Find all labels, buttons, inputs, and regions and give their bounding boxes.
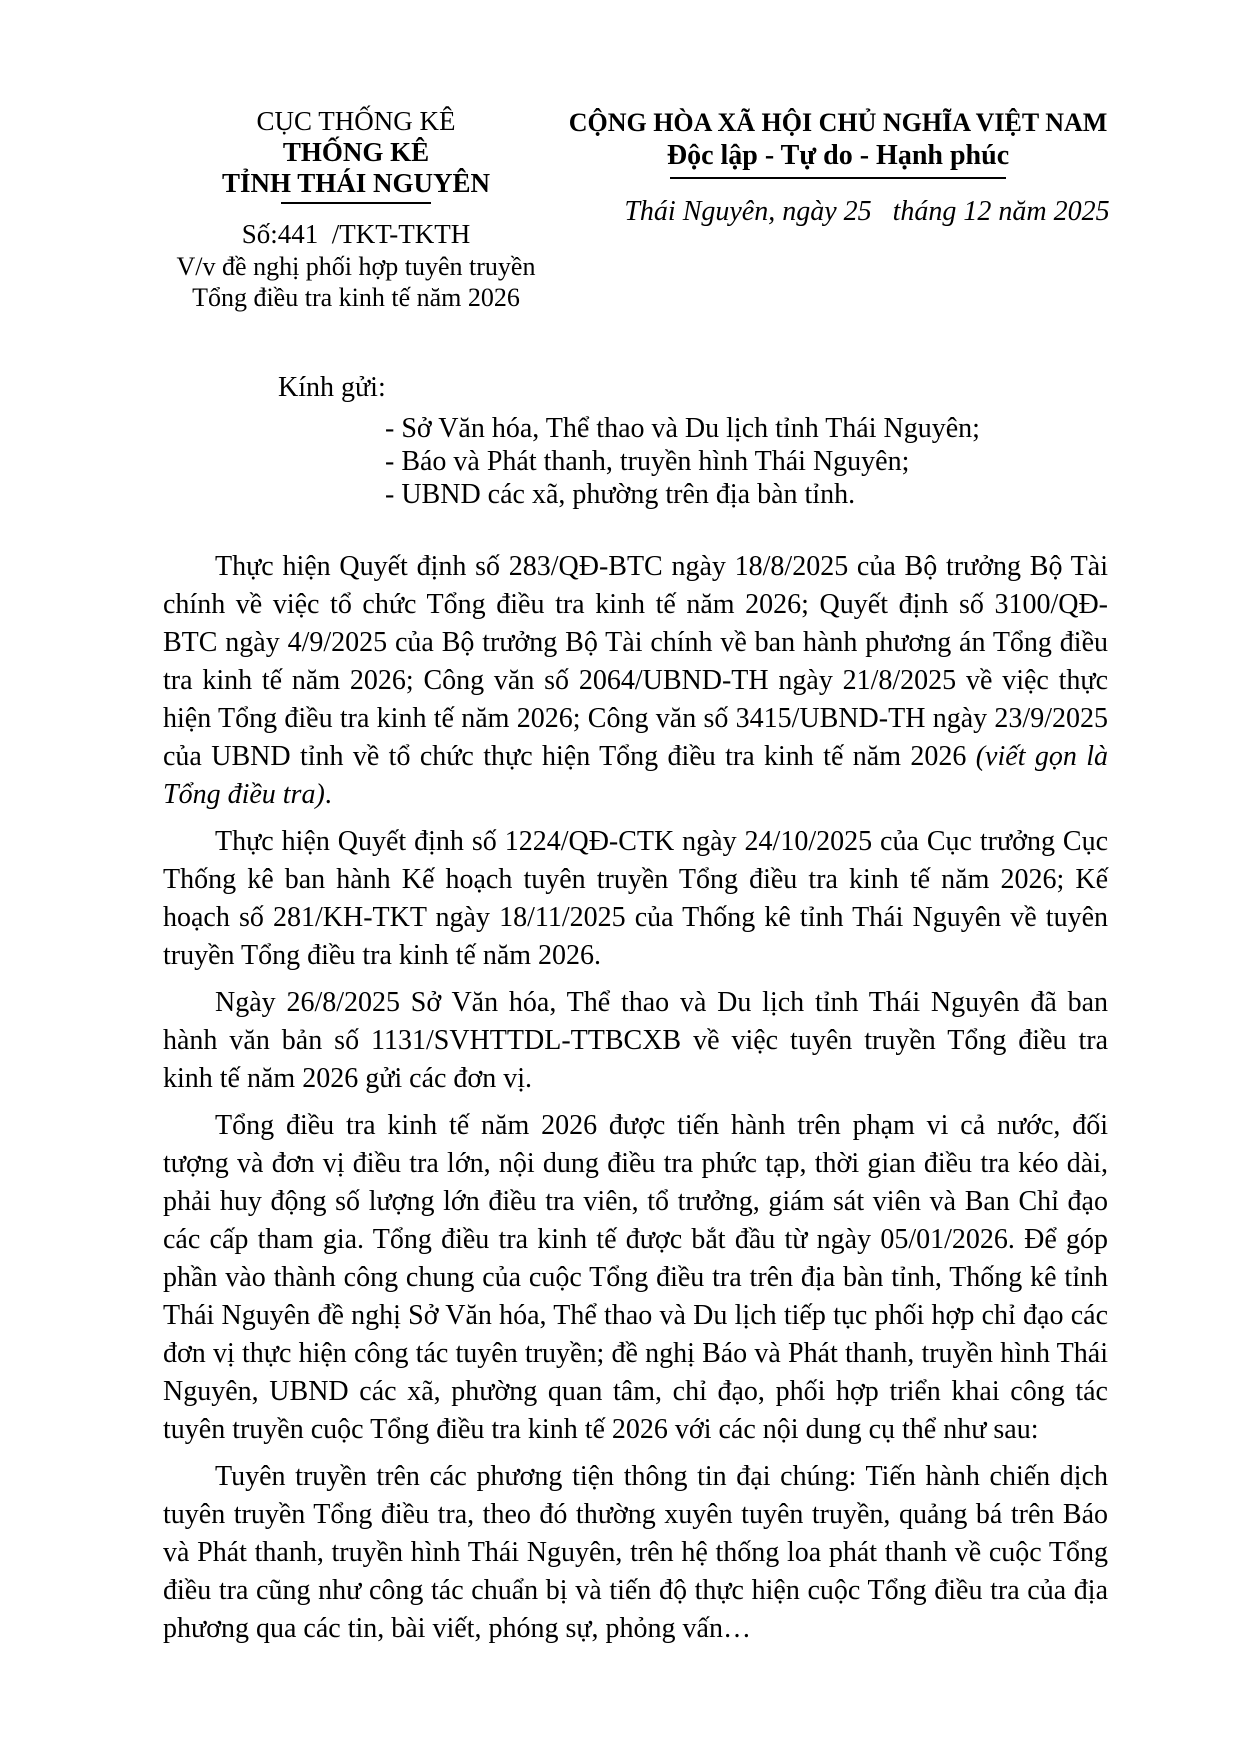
recipient-line: - UBND các xã, phường trên địa bàn tỉnh. [385,479,856,510]
paragraph-text: Thực hiện Quyết định số 283/QĐ-BTC ngày 18/8/2025 của Bộ trưởng Bộ Tài chính về việc tổ chức Tổng điều tra kinh tế năm 2026; Quyết định số 3100/QĐ-BTC ngày 4/9/2025 của Bộ trưởng Bộ Tài chính về ban hành phương án Tổng điều tra kinh tế năm 2026; Công văn số 2064/UBND-TH ngày 21/8/2025 về việc thực hiện Tổng điều tra kinh tế năm 2026; Công văn số 3415/UBND-TH ngày 23/9/2025 của UBND tỉnh về tổ chức thực hiện Tổng điều tra kinh tế năm 2026 [163,551,1108,772]
parent-agency-name: CỤC THỐNG KÊ [256,106,456,136]
agency-name-line2: TỈNH THÁI NGUYÊN [221,168,491,198]
document-body [163,369,1108,1648]
paragraph-tail: . [324,779,332,810]
national-motto: Độc lập - Tự do - Hạnh phúc [666,140,1010,171]
recipient-line: - Sở Văn hóa, Thể thao và Du lịch tỉnh Thái Nguyên; [385,413,980,444]
place-dateline: Thái Nguyên, ngày 25 tháng 12 năm 2025 [624,196,1110,227]
issuing-agency-block [160,106,552,313]
salutation-label: Kính gửi: [278,372,386,403]
document-subject-line2: Tổng điều tra kinh tế năm 2026 [192,283,520,312]
paragraph [163,984,1108,1098]
paragraph-text: Thực hiện Quyết định số 1224/QĐ-CTK ngày 24/10/2025 của Cục trưởng Cục Thống kê ban hành Kế hoạch tuyên truyền Tổng điều tra kinh tế năm 2026; Kế hoạch số 281/KH-TKT ngày 18/11/2025 của Thống kê tỉnh Thái Nguyên về tuyên truyền Tổng điều tra kinh tế năm 2026. [163,826,1108,971]
document-subject-line1: V/v đề nghị phối hợp tuyên truyền [176,252,536,281]
motto-underline [670,177,1006,179]
agency-underline [281,202,431,204]
paragraph-text: Tổng điều tra kinh tế năm 2026 được tiến hành trên phạm vi cả nước, đối tượng và đơn vị điều tra lớn, nội dung điều tra phức tạp, thời gian điều tra kéo dài, phải huy động số lượng lớn điều tra viên, tổ trưởng, giám sát viên và Ban Chỉ đạo các cấp tham gia. Tổng điều tra kinh tế được bắt đầu từ ngày 05/01/2026. Để góp phần vào thành công chung của cuộc Tổng điều tra trên địa bàn tỉnh, Thống kê tỉnh Thái Nguyên đề nghị Sở Văn hóa, Thể thao và Du lịch tiếp tục phối hợp chỉ đạo các đơn vị thực hiện công tác tuyên truyền; đề nghị Báo và Phát thanh, truyền hình Thái Nguyên, UBND các xã, phường quan tâm, chỉ đạo, phối hợp triển khai công tác tuyên truyền cuộc Tổng điều tra kinh tế 2026 với các nội dung cụ thể như sau: [163,1110,1108,1445]
salutation-block [163,369,1108,511]
paragraph-text: Ngày 26/8/2025 Sở Văn hóa, Thể thao và Du lịch tỉnh Thái Nguyên đã ban hành văn bản số 1131/SVHTTDL-TTBCXB về việc tuyên truyền Tổng điều tra kinh tế năm 2026 gửi các đơn vị. [163,987,1108,1094]
recipient-line: - Báo và Phát thanh, truyền hình Thái Nguyên; [385,446,910,477]
document-number: Số:441 /TKT-TKTH [241,219,471,249]
paragraph-text: Tuyên truyền trên các phương tiện thông tin đại chúng: Tiến hành chiến dịch tuyên truyền Tổng điều tra, theo đó thường xuyên tuyên truyền, quảng bá trên Báo và Phát thanh, truyền hình Thái Nguyên, trên hệ thống loa phát thanh về cuộc Tổng điều tra cũng như công tác chuẩn bị và tiến độ thực hiện cuộc Tổng điều tra của địa phương qua các tin, bài viết, phóng sự, phỏng vấn… [163,1461,1108,1644]
paragraph [163,548,1108,814]
paragraph-italic-note: (viết gọn là Tổng điều tra) [163,741,1109,810]
national-title: CỘNG HÒA XÃ HỘI CHỦ NGHĨA VIỆT NAM [568,108,1108,137]
paragraph [163,823,1108,975]
document-header [0,0,1241,313]
national-header-block [558,106,1118,228]
paragraph [163,1458,1108,1648]
paragraph [163,1107,1108,1449]
agency-name-line1: THỐNG KÊ [282,137,430,167]
